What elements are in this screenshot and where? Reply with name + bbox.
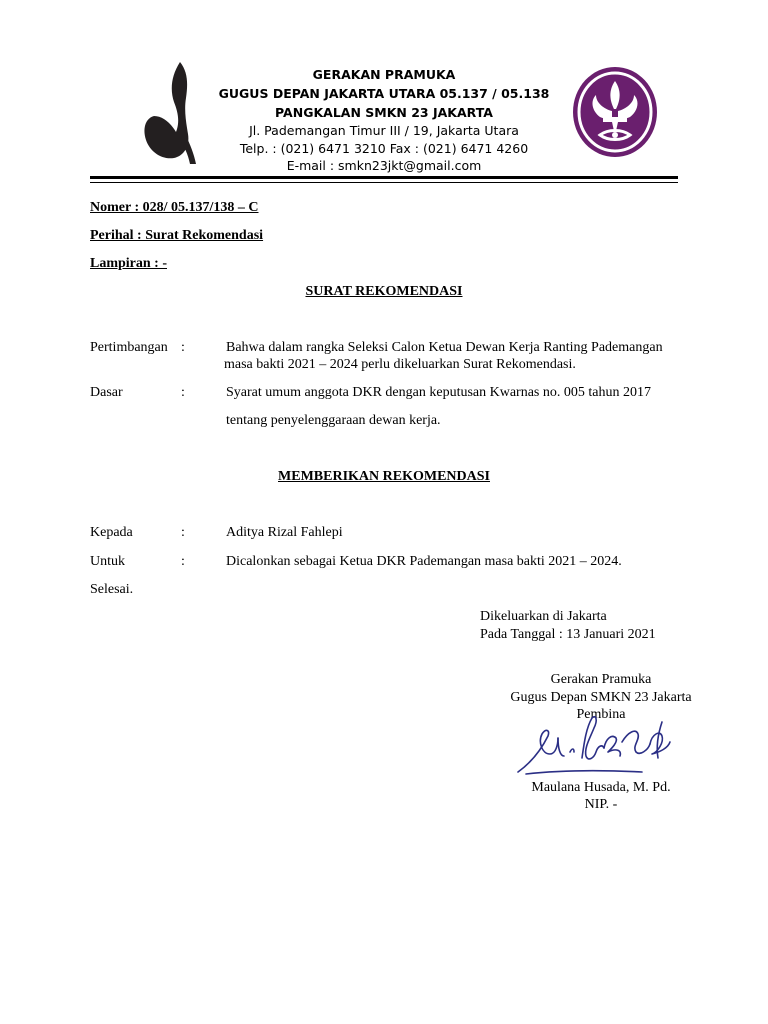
section-subtitle: MEMBERIKAN REKOMENDASI [278, 469, 490, 484]
letter-attachment: Lampiran : - [90, 256, 167, 271]
letter-subject: Perihal : Surat Rekomendasi [90, 228, 264, 243]
dasar-label: Dasar [90, 385, 123, 400]
base-title: PANGKALAN SMKN 23 JAKARTA [275, 105, 493, 120]
org-title: GERAKAN PRAMUKA [312, 67, 456, 82]
untuk-colon: : [181, 554, 185, 569]
dasar-line-1: Syarat umum anggota DKR dengan keputusan Kwarnas no. 005 tahun 2017 [226, 385, 651, 400]
wosm-fleur-de-lis-icon [570, 65, 660, 159]
unit-title: GUGUS DEPAN JAKARTA UTARA 05.137 / 05.138 [218, 86, 550, 101]
pertimbangan-label: Pertimbangan [90, 340, 168, 355]
pertimbangan-line-1: Bahwa dalam rangka Seleksi Calon Ketua Dewan Kerja Ranting Pademangan [226, 340, 663, 355]
signatory-org: Gerakan Pramuka [550, 672, 652, 687]
handwritten-signature [512, 708, 682, 780]
header-divider-thick [90, 176, 678, 179]
email-line: E-mail : smkn23jkt@gmail.com [286, 158, 482, 173]
kepada-colon: : [181, 525, 185, 540]
signatory-name: Maulana Husada, M. Pd. [531, 780, 671, 795]
document-title: SURAT REKOMENDASI [305, 284, 463, 299]
issued-date: Pada Tanggal : 13 Januari 2021 [480, 627, 656, 642]
pertimbangan-line-2: masa bakti 2021 – 2024 perlu dikeluarkan Surat Rekomendasi. [224, 357, 576, 372]
header-divider-thin [90, 182, 678, 183]
issued-place: Dikeluarkan di Jakarta [480, 609, 607, 624]
dasar-line-2: tentang penyelenggaraan dewan kerja. [226, 413, 441, 428]
signatory-unit: Gugus Depan SMKN 23 Jakarta [510, 690, 692, 705]
tunas-kelapa-icon [140, 60, 202, 166]
dasar-colon: : [181, 385, 185, 400]
closing-text: Selesai. [90, 582, 134, 597]
untuk-label: Untuk [90, 554, 125, 569]
signatory-nip: NIP. - [584, 797, 618, 812]
phone-line: Telp. : (021) 6471 3210 Fax : (021) 6471 4260 [239, 141, 529, 156]
kepada-value: Aditya Rizal Fahlepi [226, 525, 343, 540]
signatory-role: Pembina [576, 707, 626, 722]
kepada-label: Kepada [90, 525, 133, 540]
pertimbangan-colon: : [181, 340, 185, 355]
untuk-value: Dicalonkan sebagai Ketua DKR Pademangan masa bakti 2021 – 2024. [226, 554, 622, 569]
address-line: Jl. Pademangan Timur III / 19, Jakarta Utara [249, 123, 519, 138]
letter-number: Nomer : 028/ 05.137/138 – C [90, 200, 259, 215]
